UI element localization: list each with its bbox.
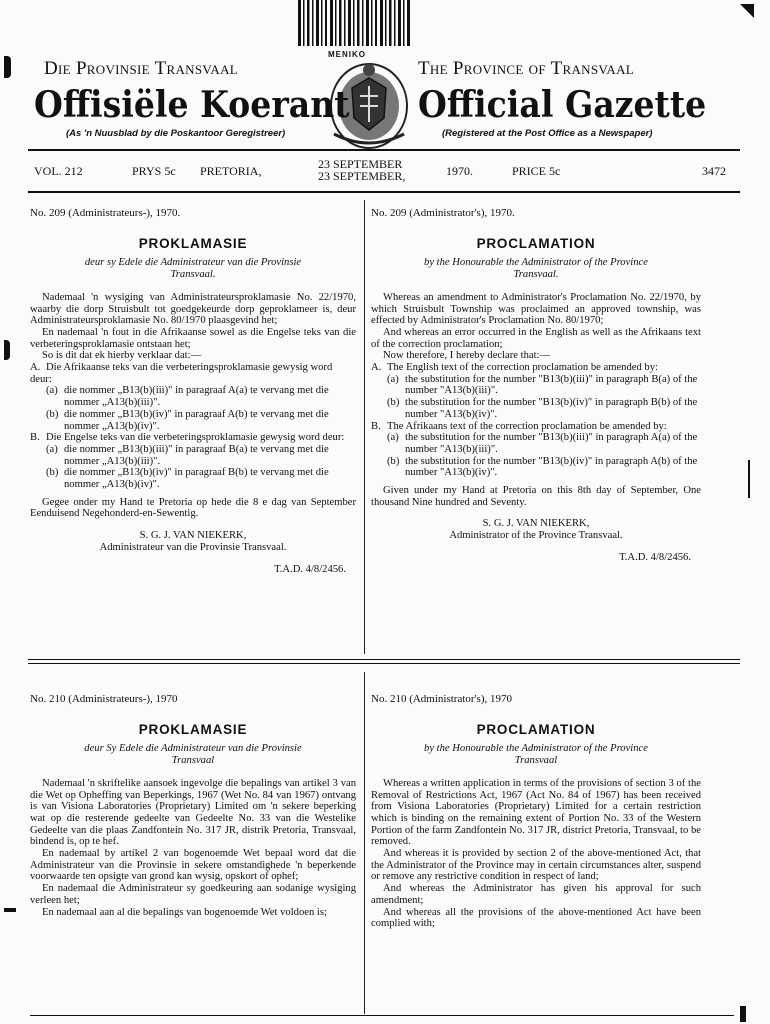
issue-year: 1970. xyxy=(446,164,473,178)
masthead-rule-top xyxy=(28,149,740,151)
paragraph: And whereas it is provided by section 2 of the above-mentioned Act, that the Administrator of the Province may in certain circumstances alter, suspend or remove any restrictive condition in respect of land; xyxy=(371,848,701,883)
notice-209-af xyxy=(30,208,356,575)
gazette-title-af: Offisiële Koerant xyxy=(34,84,350,126)
column-divider-top xyxy=(364,200,365,654)
price-af: PRYS 5c xyxy=(132,164,176,178)
paragraph: Whereas a written application in terms of the provisions of section 3 of the Removal of Restrictions Act, 1967 (Act No. 84 of 1967) has been received from Visiona Laboratories (Proprietary) Limited for a certain restriction which is binding on the remaining extent of Portion No. 33 of the Western Portion of the farm Zandfontein No. 317 JR, district Pretoria, Transvaal, to be removed. xyxy=(371,777,701,848)
subclause: (a) the substitution for the number "B13(b)(iii)" in paragraph A(a) of the number "A13(b)(iii)". xyxy=(387,432,698,455)
page-marker-icon xyxy=(4,908,16,912)
notice-heading: PROCLAMATION xyxy=(476,721,596,737)
notice-210-af xyxy=(30,694,356,918)
paragraph: And whereas an error occurred in the English as well as the Afrikaans text of the correction proclamation; xyxy=(371,326,701,350)
subclause: (a) the substitution for the number "B13(b)(iii)" in paragraph B(a) of the number "A13(b)(iii)". xyxy=(387,373,698,397)
clause-a: A. The English text of the correction proclamation be amended by: xyxy=(371,362,658,374)
given-statement: Gegee onder my Hand te Pretoria op hede die 8 e dag van September Eenduisend Negehonderd-en-Sewentig. xyxy=(30,496,356,520)
page-bottom-rule xyxy=(30,1015,734,1016)
subclause: (a) die nommer „B13(b)(iii)" in paragraaf A(a) te vervang met die nommer „A13(b)(iii)". xyxy=(46,385,329,409)
paragraph: So is dit dat ek hierby verklaar dat:— xyxy=(42,350,202,362)
signature-title: Administrator of the Province Transvaal. xyxy=(449,530,623,542)
paragraph: And whereas all the provisions of the above-mentioned Act have been complied with; xyxy=(371,906,701,930)
barcode-label: MENIKO xyxy=(328,50,366,59)
notice-209-en xyxy=(371,208,701,564)
notice-number: No. 209 (Administrator's), 1970. xyxy=(371,207,515,219)
masthead-left-title: Die Provinsie Transvaal xyxy=(44,58,238,79)
paragraph: En nademaal 'n fout in die Afrikaanse sowel as die Engelse teks van die verbeteringsproklamasie ontstaan het; xyxy=(30,326,356,350)
notice-separator-1 xyxy=(28,659,740,660)
place-pretoria: PRETORIA, xyxy=(200,164,262,178)
masthead-rule-bottom xyxy=(28,191,740,193)
notice-number: No. 210 (Administrator's), 1970 xyxy=(371,693,512,705)
gazette-title-en: Official Gazette xyxy=(418,84,707,126)
signature-name: S. G. J. VAN NIEKERK, xyxy=(482,518,590,530)
notice-number: No. 210 (Administrateurs-), 1970 xyxy=(30,693,178,705)
corner-arrow-icon xyxy=(738,2,756,20)
notice-authority: deur Sy Edele die Administrateur van die Provinsie Transvaal xyxy=(84,743,302,767)
clause-a: A. Die Afrikaanse teks van die verbeteringsproklamasie gewysig word deur: xyxy=(30,362,333,385)
notice-separator-2 xyxy=(28,663,740,664)
reference-number: T.A.D. 4/8/2456. xyxy=(274,563,346,575)
paragraph: Whereas an amendment to Administrator's Proclamation No. 22/1970, by which Struisbult Township was proclaimed an approved township, was effected by Administrator's Proclamation No. 80/1970; xyxy=(371,291,701,327)
issue-date-en: 23 SEPTEMBER, xyxy=(318,169,406,183)
issue-number: 3472 xyxy=(702,164,726,178)
subclause: (b) the substitution for the number "B13(b)(iv)" in paragraph B(b) of the number "A13(b)(iv)". xyxy=(387,397,698,420)
subclause: (b) die nommer „B13(b)(iv)" in paragraaf A(b) te vervang met die nommer „A13(b)(iv)". xyxy=(46,408,329,432)
signature-name: S. G. J. VAN NIEKERK, xyxy=(139,530,247,542)
issue-date xyxy=(318,158,405,182)
notice-heading: PROKLAMASIE xyxy=(138,235,248,251)
given-statement: Given under my Hand at Pretoria on this 8th day of September, One thousand Nine hundred and Seventy. xyxy=(371,485,701,508)
registration-note-en: (Registered at the Post Office as a Newspaper) xyxy=(442,128,653,139)
issue-date-af: 23 SEPTEMBER xyxy=(318,157,403,171)
subclause: (b) the substitution for the number "B13(b)(iv)" in paragraph A(b) of the number "A13(b)(iv)". xyxy=(387,455,698,479)
paragraph: En nademaal die Administrateur sy goedkeuring aan sodanige wysiging verleen het; xyxy=(30,883,356,906)
notice-heading: PROCLAMATION xyxy=(476,235,596,251)
notice-authority: deur sy Edele die Administrateur van die Provinsie Transvaal. xyxy=(84,257,302,281)
notice-authority: by the Honourable the Administrator of the Province Transvaal. xyxy=(424,257,648,281)
paragraph: En nademaal by artikel 2 van bogenoemde Wet bepaal word dat die Administrateur van die Provinsie in sekere omstandighede 'n beperkende voorwaarde ten opsigte van grond kan wysig, opskort of ophef; xyxy=(30,848,356,883)
volume-number: VOL. 212 xyxy=(34,164,83,178)
scan-mark-icon xyxy=(740,1006,746,1022)
paragraph: Now therefore, I hereby declare that:— xyxy=(383,350,551,362)
notice-heading: PROKLAMASIE xyxy=(138,721,248,737)
paragraph: Nademaal 'n wysiging van Administrateursproklamasie No. 22/1970, waarby die dorp Struisbult tot goedgekeurde dorp geproklameer is, deur Administrateursproklamasie No. 80/1970 plaasgevind het; xyxy=(30,291,356,327)
clause-b: B. The Afrikaans text of the correction proclamation be amended by: xyxy=(371,420,667,432)
page-marker-icon xyxy=(4,56,11,78)
subclause: (b) die nommer „B13(b)(iv)" in paragraaf B(b) te vervang met die nommer „A13(b)(iv)". xyxy=(46,467,329,491)
notice-number: No. 209 (Administrateurs-), 1970. xyxy=(30,207,181,219)
paragraph: And whereas the Administrator has given his approval for such amendment; xyxy=(371,883,701,906)
paragraph: Nademaal 'n skriftelike aansoek ingevolge die bepalings van artikel 3 van die Wet op Opheffing van Beperkings, 1967 (Wet No. 84 van 1967) ontvang is van Visiona Laboratories (Proprietary) Limited om 'n sekere beperking wat op die resterende gedeelte van Gedeelte No. 33 van die Westelike Gedeelte van die plaas Zandfontein No. 317 JR, distrik Pretoria, Transvaal, bindend is, op te hef. xyxy=(30,777,356,848)
signature-title: Administrateur van die Provinsie Transvaal. xyxy=(99,541,287,553)
scan-mark-icon xyxy=(748,460,750,498)
notice-210-en xyxy=(371,694,701,930)
page-marker-icon xyxy=(4,340,10,360)
column-divider-bottom xyxy=(364,672,365,1014)
reference-number: T.A.D. 4/8/2456. xyxy=(619,551,691,563)
clause-b: B. Die Engelse teks van die verbeteringsproklamasie gewysig word deur: xyxy=(30,432,345,444)
notice-authority: by the Honourable the Administrator of the Province Transvaal xyxy=(424,743,648,767)
price-en: PRICE 5c xyxy=(512,164,561,178)
masthead-right-title: The Province of Transvaal xyxy=(418,58,635,79)
registration-note-af: (As 'n Nuusblad by die Poskantoor Geregistreer) xyxy=(66,128,286,139)
subclause: (a) die nommer „B13(b)(iii)" in paragraaf B(a) te vervang met die nommer „A13(b)(iii)". xyxy=(46,443,329,467)
paragraph: En nademaal aan al die bepalings van bogenoemde Wet voldoen is; xyxy=(42,906,327,918)
